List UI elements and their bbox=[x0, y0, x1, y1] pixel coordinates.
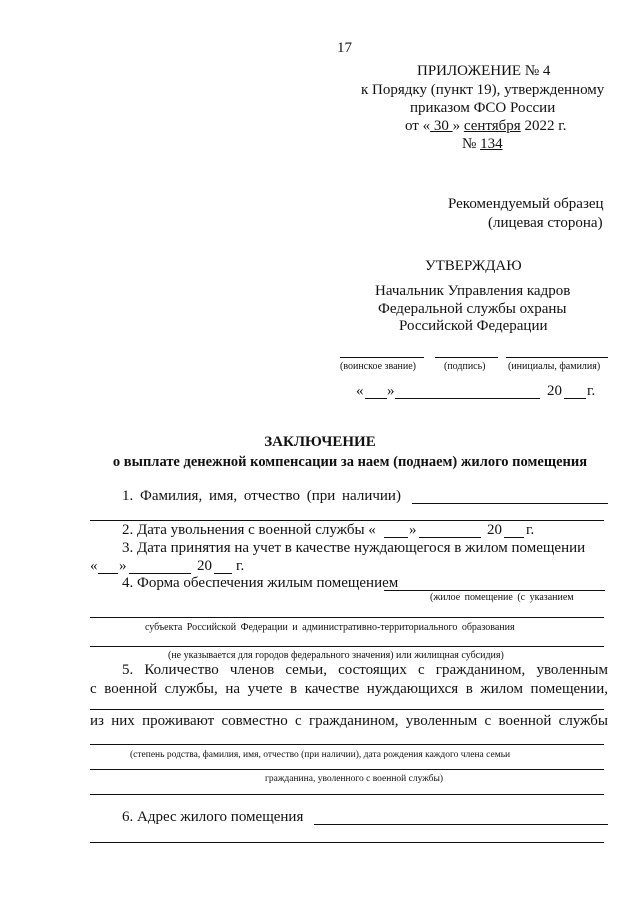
field-5-line-2: с военной службы, на учете в качестве нуждающихся в жилом помещении, bbox=[90, 681, 608, 697]
approve-date-close: » bbox=[387, 383, 395, 399]
field-1-line-a[interactable] bbox=[412, 503, 608, 504]
appendix-number-value: 134 bbox=[480, 136, 503, 152]
field-3-day-line[interactable] bbox=[98, 573, 118, 574]
appendix-number-prefix: № bbox=[462, 136, 481, 152]
field-2-year-line[interactable] bbox=[504, 537, 524, 538]
appendix-date bbox=[405, 118, 566, 135]
appendix-date-year: 2022 г. bbox=[520, 118, 567, 134]
field-6-line-a[interactable] bbox=[314, 824, 608, 825]
field-3-month-line[interactable] bbox=[129, 573, 191, 574]
name-line bbox=[506, 357, 608, 358]
field-5-caption-2: гражданина, уволенного с военной службы) bbox=[265, 774, 444, 784]
field-5-caption-1: (степень родства, фамилия, имя, отчество (при наличии), дата рождения каждого члена семьи bbox=[130, 750, 511, 760]
field-2-year: 20 bbox=[487, 522, 502, 538]
appendix-line-1: к Порядку (пункт 19), утвержденному bbox=[361, 82, 605, 98]
approve-year-prefix: 20 bbox=[547, 383, 562, 399]
field-5-line-a[interactable] bbox=[90, 709, 604, 710]
field-6-line-b[interactable] bbox=[90, 842, 604, 843]
appendix-date-mid: » bbox=[452, 118, 461, 134]
appendix-date-prefix: от « bbox=[405, 118, 431, 134]
document-subtitle: о выплате денежной компенсации за наем (поднаем) жилого помещения bbox=[112, 454, 588, 470]
sample-line-1: Рекомендуемый образец bbox=[448, 196, 604, 212]
caption-rank: (воинское звание) bbox=[340, 361, 416, 372]
caption-name: (инициалы, фамилия) bbox=[508, 361, 601, 372]
approve-line-3: Российской Федерации bbox=[399, 318, 548, 334]
document-title: ЗАКЛЮЧЕНИЕ bbox=[264, 434, 376, 450]
appendix-date-day: 30 bbox=[430, 118, 453, 134]
field-3-label: 3. Дата принятия на учет в качестве нуждающегося в жилом помещении bbox=[122, 540, 586, 556]
field-3-year-line[interactable] bbox=[214, 573, 232, 574]
field-2-g: г. bbox=[526, 522, 535, 538]
field-1-label: 1. Фамилия, имя, отчество (при наличии) bbox=[122, 488, 401, 504]
approve-line-2: Федеральной службы охраны bbox=[378, 301, 567, 317]
rank-line bbox=[340, 357, 424, 358]
field-3-close: » bbox=[119, 558, 127, 574]
field-3-g: г. bbox=[236, 558, 245, 574]
appendix-number bbox=[462, 136, 510, 153]
approve-title: УТВЕРЖДАЮ bbox=[425, 258, 522, 274]
field-5-line-c[interactable] bbox=[90, 769, 604, 770]
field-4-line-a[interactable] bbox=[384, 590, 605, 591]
field-5-line-d[interactable] bbox=[90, 794, 604, 795]
field-2-day-line[interactable] bbox=[384, 537, 408, 538]
field-4-line-b[interactable] bbox=[90, 617, 604, 618]
approve-line-1: Начальник Управления кадров bbox=[375, 283, 571, 299]
field-2-month-line[interactable] bbox=[419, 537, 481, 538]
appendix-line-2: приказом ФСО России bbox=[410, 100, 556, 116]
approve-month-line bbox=[395, 398, 540, 399]
field-4-caption-2: субъекта Российской Федерации и административно-территориального образования bbox=[145, 622, 515, 633]
field-5-line-b[interactable] bbox=[90, 744, 604, 745]
signature-line bbox=[435, 357, 498, 358]
field-4-caption-1: (жилое помещение (с указанием bbox=[430, 592, 574, 603]
field-4-caption-3: (не указывается для городов федерального значения) или жилищная субсидия) bbox=[168, 650, 504, 661]
page-number: 17 bbox=[337, 40, 352, 56]
field-1-line-b[interactable] bbox=[90, 520, 604, 521]
caption-signature: (подпись) bbox=[444, 361, 486, 372]
field-2-close: » bbox=[409, 522, 417, 538]
field-5-line-3: из них проживают совместно с гражданином, уволенным с военной службы bbox=[90, 713, 608, 729]
field-4-label: 4. Форма обеспечения жилым помещением bbox=[122, 575, 399, 591]
field-6-label: 6. Адрес жилого помещения bbox=[122, 809, 304, 825]
field-5-line-1: 5. Количество членов семьи, состоящих с гражданином, уволенным bbox=[122, 662, 608, 678]
appendix-date-month: сентября bbox=[463, 118, 521, 134]
approve-year-line bbox=[564, 398, 586, 399]
field-4-line-c[interactable] bbox=[90, 646, 604, 647]
sample-line-2: (лицевая сторона) bbox=[488, 215, 603, 231]
approve-year-suffix: г. bbox=[587, 383, 596, 399]
field-3-year: 20 bbox=[197, 558, 212, 574]
appendix-title: ПРИЛОЖЕНИЕ № 4 bbox=[417, 63, 551, 79]
approve-date-open: « bbox=[356, 383, 364, 399]
approve-day-line bbox=[365, 398, 387, 399]
field-3-open: « bbox=[90, 558, 98, 574]
field-2-label: 2. Дата увольнения с военной службы « bbox=[122, 522, 376, 538]
